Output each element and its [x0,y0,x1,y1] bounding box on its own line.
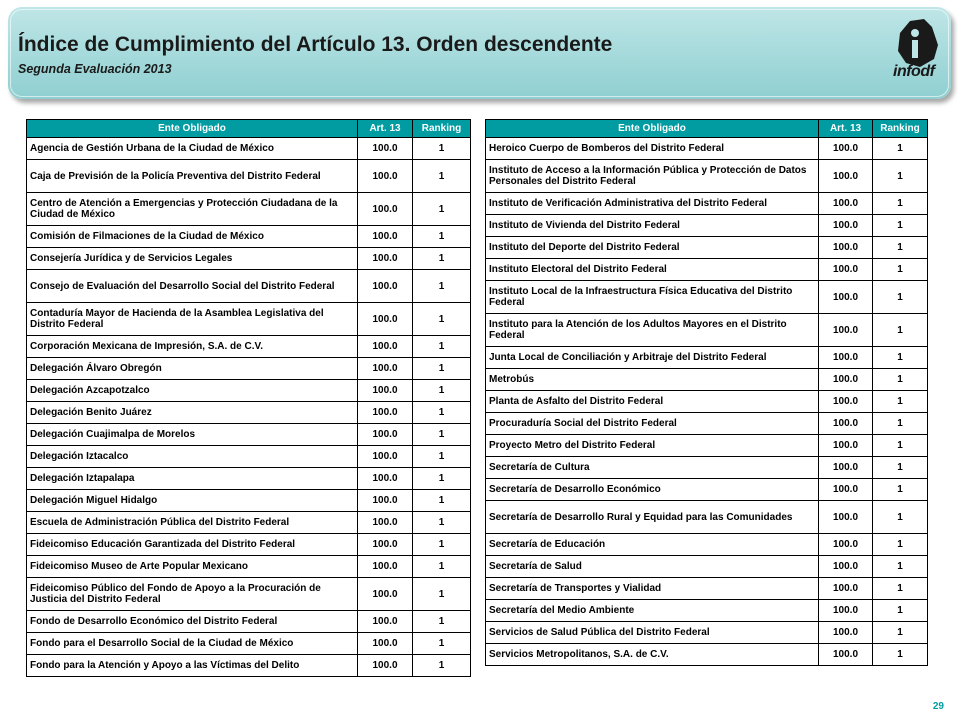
ranking-cell: 1 [413,534,471,556]
art13-score-cell: 100.0 [819,347,873,369]
table-row [27,380,471,402]
entity-name-cell: Secretaría del Medio Ambiente [486,600,819,622]
table-row [27,578,471,611]
art13-score-cell: 100.0 [358,556,413,578]
entity-name-cell: Delegación Miguel Hidalgo [27,490,358,512]
table-row [27,446,471,468]
entity-name-cell: Delegación Cuajimalpa de Morelos [27,424,358,446]
entity-name-cell: Agencia de Gestión Urbana de la Ciudad de México [27,138,358,160]
ranking-cell: 1 [873,501,928,534]
art13-score-cell: 100.0 [819,501,873,534]
art13-score-cell: 100.0 [358,270,413,303]
entity-name-cell: Secretaría de Desarrollo Rural y Equidad para las Comunidades [486,501,819,534]
art13-score-cell: 100.0 [358,611,413,633]
page-number: 29 [932,701,944,712]
ranking-cell: 1 [413,633,471,655]
table-row [27,490,471,512]
column-header-ranking: Ranking [873,120,928,138]
entity-name-cell: Secretaría de Desarrollo Económico [486,479,819,501]
art13-score-cell: 100.0 [819,391,873,413]
art13-score-cell: 100.0 [819,578,873,600]
ranking-cell: 1 [873,369,928,391]
art13-score-cell: 100.0 [358,160,413,193]
ranking-cell: 1 [413,358,471,380]
art13-score-cell: 100.0 [819,556,873,578]
ranking-cell: 1 [873,259,928,281]
art13-score-cell: 100.0 [819,138,873,160]
table-row [486,138,928,160]
art13-score-cell: 100.0 [819,281,873,314]
table-row [486,281,928,314]
art13-score-cell: 100.0 [819,259,873,281]
entity-name-cell: Instituto de Vivienda del Distrito Federal [486,215,819,237]
table-row [486,644,928,666]
art13-score-cell: 100.0 [358,424,413,446]
table-row [27,193,471,226]
table-row [486,413,928,435]
ranking-cell: 1 [413,556,471,578]
entity-name-cell: Secretaría de Salud [486,556,819,578]
table-row [27,424,471,446]
entity-name-cell: Consejería Jurídica y de Servicios Legales [27,248,358,270]
table-row [27,512,471,534]
ranking-cell: 1 [413,424,471,446]
table-row [486,314,928,347]
column-header-art13: Art. 13 [819,120,873,138]
column-header-ranking: Ranking [413,120,471,138]
ranking-cell: 1 [873,215,928,237]
entity-name-cell: Secretaría de Transportes y Vialidad [486,578,819,600]
art13-score-cell: 100.0 [358,380,413,402]
ranking-cell: 1 [873,391,928,413]
ranking-cell: 1 [873,138,928,160]
table-row [486,457,928,479]
art13-score-cell: 100.0 [819,534,873,556]
art13-score-cell: 100.0 [358,358,413,380]
entity-name-cell: Instituto Electoral del Distrito Federal [486,259,819,281]
right-table-body [486,138,928,666]
entity-name-cell: Contaduría Mayor de Hacienda de la Asamblea Legislativa del Distrito Federal [27,303,358,336]
table-row [486,600,928,622]
entity-name-cell: Fideicomiso Museo de Arte Popular Mexicano [27,556,358,578]
entity-name-cell: Proyecto Metro del Distrito Federal [486,435,819,457]
column-header-ente: Ente Obligado [486,120,819,138]
art13-score-cell: 100.0 [358,578,413,611]
ranking-cell: 1 [413,490,471,512]
art13-score-cell: 100.0 [358,138,413,160]
art13-score-cell: 100.0 [358,512,413,534]
ranking-cell: 1 [413,138,471,160]
table-row [27,534,471,556]
ranking-cell: 1 [873,556,928,578]
art13-score-cell: 100.0 [819,457,873,479]
entity-name-cell: Instituto de Acceso a la Información Pública y Protección de Datos Personales del Distrito Federal [486,160,819,193]
art13-score-cell: 100.0 [358,336,413,358]
ranking-cell: 1 [413,655,471,677]
ranking-cell: 1 [413,380,471,402]
art13-score-cell: 100.0 [358,655,413,677]
ranking-cell: 1 [873,413,928,435]
ranking-cell: 1 [413,336,471,358]
ranking-cell: 1 [413,270,471,303]
entity-name-cell: Delegación Iztacalco [27,446,358,468]
column-header-ente: Ente Obligado [27,120,358,138]
ranking-cell: 1 [873,534,928,556]
art13-score-cell: 100.0 [358,534,413,556]
ranking-cell: 1 [873,314,928,347]
ranking-cell: 1 [413,402,471,424]
art13-score-cell: 100.0 [819,237,873,259]
art13-score-cell: 100.0 [819,413,873,435]
table-row [27,226,471,248]
ranking-cell: 1 [413,226,471,248]
table-row [486,215,928,237]
entity-name-cell: Heroico Cuerpo de Bomberos del Distrito Federal [486,138,819,160]
table-row [486,556,928,578]
ranking-cell: 1 [873,578,928,600]
entity-name-cell: Delegación Álvaro Obregón [27,358,358,380]
entity-name-cell: Secretaría de Educación [486,534,819,556]
table-row [27,633,471,655]
art13-score-cell: 100.0 [819,600,873,622]
page-title: Índice de Cumplimiento del Artículo 13. Orden descendente [18,33,613,56]
ranking-cell: 1 [873,457,928,479]
art13-score-cell: 100.0 [819,215,873,237]
art13-score-cell: 100.0 [358,303,413,336]
ranking-cell: 1 [413,512,471,534]
art13-score-cell: 100.0 [819,644,873,666]
page-subtitle: Segunda Evaluación 2013 [18,62,172,76]
table-row [486,391,928,413]
right-ranking-table [485,119,928,666]
table-row [486,193,928,215]
art13-score-cell: 100.0 [819,622,873,644]
ranking-cell: 1 [413,578,471,611]
entity-name-cell: Centro de Atención a Emergencias y Protección Ciudadana de la Ciudad de México [27,193,358,226]
entity-name-cell: Fondo de Desarrollo Económico del Distrito Federal [27,611,358,633]
table-header-row [27,120,471,138]
table-row [486,160,928,193]
table-row [27,270,471,303]
ranking-cell: 1 [873,281,928,314]
entity-name-cell: Fideicomiso Público del Fondo de Apoyo a la Procuración de Justicia del Distrito Federal [27,578,358,611]
infodf-logo-icon [880,15,950,97]
ranking-cell: 1 [413,248,471,270]
table-row [486,369,928,391]
table-row [486,622,928,644]
entity-name-cell: Procuraduría Social del Distrito Federal [486,413,819,435]
table-row [27,556,471,578]
table-row [27,303,471,336]
table-row [27,138,471,160]
column-header-art13: Art. 13 [358,120,413,138]
table-row [486,534,928,556]
art13-score-cell: 100.0 [819,160,873,193]
entity-name-cell: Planta de Asfalto del Distrito Federal [486,391,819,413]
entity-name-cell: Comisión de Filmaciones de la Ciudad de México [27,226,358,248]
entity-name-cell: Fondo para el Desarrollo Social de la Ciudad de México [27,633,358,655]
entity-name-cell: Caja de Previsión de la Policía Preventiva del Distrito Federal [27,160,358,193]
ranking-cell: 1 [873,644,928,666]
entity-name-cell: Corporación Mexicana de Impresión, S.A. de C.V. [27,336,358,358]
entity-name-cell: Delegación Iztapalapa [27,468,358,490]
ranking-cell: 1 [873,347,928,369]
ranking-cell: 1 [413,446,471,468]
art13-score-cell: 100.0 [819,479,873,501]
table-row [486,435,928,457]
entity-name-cell: Junta Local de Conciliación y Arbitraje del Distrito Federal [486,347,819,369]
entity-name-cell: Metrobús [486,369,819,391]
table-row [27,468,471,490]
ranking-cell: 1 [873,160,928,193]
entity-name-cell: Fideicomiso Educación Garantizada del Distrito Federal [27,534,358,556]
table-row [27,358,471,380]
entity-name-cell: Delegación Azcapotzalco [27,380,358,402]
ranking-cell: 1 [413,303,471,336]
entity-name-cell: Servicios Metropolitanos, S.A. de C.V. [486,644,819,666]
table-row [486,347,928,369]
art13-score-cell: 100.0 [819,435,873,457]
ranking-cell: 1 [413,468,471,490]
table-row [486,578,928,600]
left-ranking-table [26,119,471,677]
entity-name-cell: Instituto de Verificación Administrativa del Distrito Federal [486,193,819,215]
entity-name-cell: Delegación Benito Juárez [27,402,358,424]
entity-name-cell: Servicios de Salud Pública del Distrito Federal [486,622,819,644]
ranking-cell: 1 [413,611,471,633]
table-row [27,611,471,633]
art13-score-cell: 100.0 [358,490,413,512]
ranking-cell: 1 [873,193,928,215]
table-row [27,402,471,424]
entity-name-cell: Fondo para la Atención y Apoyo a las Víctimas del Delito [27,655,358,677]
art13-score-cell: 100.0 [819,193,873,215]
left-table-body [27,138,471,677]
table-row [27,336,471,358]
logo-text: infodf [893,63,935,80]
entity-name-cell: Escuela de Administración Pública del Distrito Federal [27,512,358,534]
entity-name-cell: Instituto del Deporte del Distrito Federal [486,237,819,259]
art13-score-cell: 100.0 [358,226,413,248]
ranking-cell: 1 [413,193,471,226]
art13-score-cell: 100.0 [358,402,413,424]
ranking-cell: 1 [873,600,928,622]
table-row [27,160,471,193]
table-row [27,655,471,677]
art13-score-cell: 100.0 [358,468,413,490]
table-row [486,479,928,501]
entity-name-cell: Instituto para la Atención de los Adultos Mayores en el Distrito Federal [486,314,819,347]
ranking-cell: 1 [873,622,928,644]
table-row [486,259,928,281]
art13-score-cell: 100.0 [358,446,413,468]
ranking-cell: 1 [873,435,928,457]
ranking-cell: 1 [873,237,928,259]
ranking-cell: 1 [873,479,928,501]
art13-score-cell: 100.0 [819,314,873,347]
art13-score-cell: 100.0 [358,248,413,270]
entity-name-cell: Secretaría de Cultura [486,457,819,479]
art13-score-cell: 100.0 [358,193,413,226]
art13-score-cell: 100.0 [358,633,413,655]
ranking-cell: 1 [413,160,471,193]
table-header-row [486,120,928,138]
entity-name-cell: Consejo de Evaluación del Desarrollo Social del Distrito Federal [27,270,358,303]
art13-score-cell: 100.0 [819,369,873,391]
table-row [486,237,928,259]
table-row [27,248,471,270]
table-row [486,501,928,534]
entity-name-cell: Instituto Local de la Infraestructura Física Educativa del Distrito Federal [486,281,819,314]
